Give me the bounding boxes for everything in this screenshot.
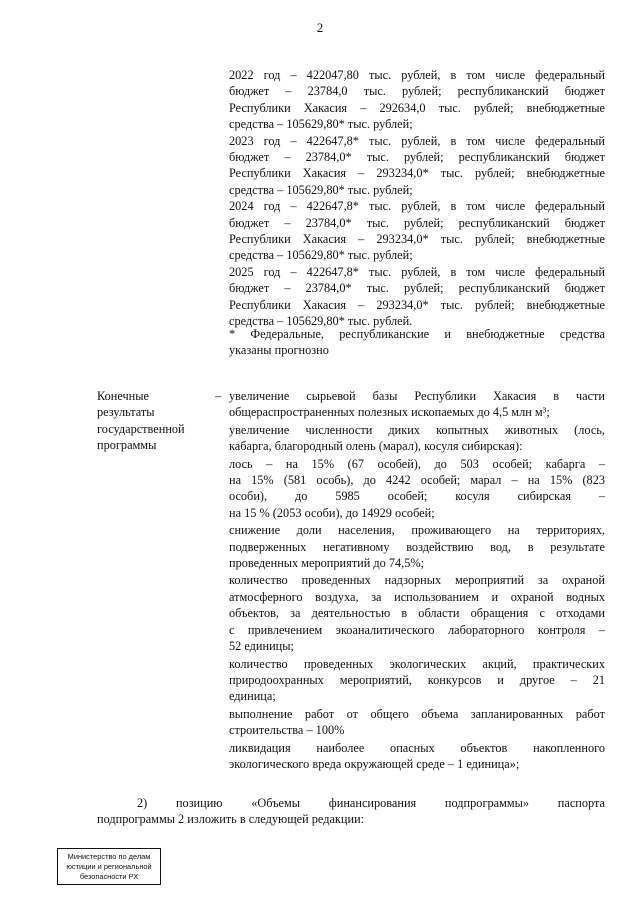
stamp-line: безопасности РХ	[79, 872, 139, 881]
result-item	[229, 522, 605, 571]
results-label	[97, 388, 222, 454]
results-label-line: Конечные	[97, 389, 149, 403]
result-item	[229, 740, 605, 773]
result-line: атмосферного воздуха, за использованием и охраной водных	[229, 589, 605, 604]
result-line: особи), до 5985 особей; косуля сибирская –	[229, 489, 605, 504]
stamp-line: юстиции и региональной	[66, 862, 152, 871]
financing-line: бюджет – 23784,0* тыс. рублей; республиканский бюджет	[229, 150, 605, 165]
forecast-note	[229, 326, 605, 359]
closing-paragraph	[97, 795, 605, 828]
page-number: 2	[316, 20, 324, 35]
result-line: 52 единицы;	[229, 639, 294, 654]
financing-line: Республики Хакасия – 293234,0* тыс. рублей; внебюджетные	[229, 232, 605, 247]
result-line: кабарга, благородный олень (марал), косуля сибирская):	[229, 439, 523, 454]
result-line: на 15 % (2053 особи), до 14929 особей;	[229, 505, 435, 520]
result-line: экологического вреда окружающей среде – 1 единица»;	[229, 756, 520, 771]
result-item	[229, 656, 605, 705]
financing-line: средства – 105629,80* тыс. рублей;	[229, 182, 413, 197]
result-line: увеличение сырьевой базы Республики Хакасия в части	[229, 389, 605, 403]
result-item	[229, 706, 605, 739]
result-line: количество проведенных надзорных мероприятий за охраной	[229, 573, 605, 588]
result-line: увеличение численности диких копытных животных (лось,	[229, 422, 605, 437]
result-line: с привлечением экоаналитического лабораторного контроля –	[229, 622, 605, 637]
financing-line: бюджет – 23784,0* тыс. рублей; республиканский бюджет	[229, 281, 605, 296]
results-label-line: государственной	[97, 421, 185, 436]
financing-line: бюджет – 23784,0* тыс. рублей; республиканский бюджет	[229, 215, 605, 230]
closing-line: 2) позицию «Объемы финансирования подпрограммы» паспорта	[137, 796, 605, 810]
result-item	[229, 572, 605, 654]
financing-line: средства – 105629,80* тыс. рублей;	[229, 117, 413, 132]
forecast-note-line: указаны прогнозно	[229, 343, 329, 358]
financing-line: средства – 105629,80* тыс. рублей.	[229, 314, 413, 329]
result-item	[229, 456, 605, 522]
financing-line: средства – 105629,80* тыс. рублей;	[229, 248, 413, 263]
results-list	[229, 388, 605, 772]
result-item	[229, 422, 605, 455]
result-line: количество проведенных экологических акций, практических	[229, 656, 605, 671]
result-line: общераспространенных полезных ископаемых до 4,5 млн м³;	[229, 405, 550, 420]
result-line: подверженных негативному воздействию вод, в результате	[229, 539, 605, 554]
financing-line: 2023 год – 422647,8* тыс. рублей, в том числе федеральный	[229, 133, 605, 148]
financing-line: Республики Хакасия – 292634,0 тыс. рублей; внебюджетные	[229, 100, 605, 115]
result-line: выполнение работ от общего объема запланированных работ	[229, 706, 605, 721]
stamp-line: Министерство по делам	[67, 852, 151, 861]
financing-line: бюджет – 23784,0 тыс. рублей; республиканский бюджет	[229, 84, 605, 99]
forecast-note-line: * Федеральные, республиканские и внебюджетные средства	[229, 327, 605, 341]
result-line: ликвидация наиболее опасных объектов накопленного	[229, 740, 605, 755]
financing-line: Республики Хакасия – 293234,0* тыс. рублей; внебюджетные	[229, 166, 605, 181]
results-label-line: результаты	[97, 405, 155, 420]
closing-line: подпрограммы 2 изложить в следующей редакции:	[97, 812, 365, 827]
result-line: единица;	[229, 689, 276, 704]
financing-line: 2024 год – 422647,8* тыс. рублей, в том числе федеральный	[229, 199, 605, 214]
result-line: природоохранных мероприятий, конкурсов и другое – 21	[229, 672, 605, 687]
result-line: на 15% (581 особь), до 4242 особей; марал – на 15% (823	[229, 473, 605, 488]
result-line: лось – на 15% (67 особей), до 503 особей; кабарга –	[229, 456, 605, 471]
ministry-stamp	[57, 848, 161, 885]
financing-line: 2025 год – 422647,8* тыс. рублей, в том числе федеральный	[229, 264, 605, 279]
result-line: объектов, за деятельностью в области обращения с отходами	[229, 606, 605, 621]
financing-line: 2022 год – 422047,80 тыс. рублей, в том числе федеральный	[229, 68, 605, 82]
financing-line: Республики Хакасия – 293234,0* тыс. рублей; внебюджетные	[229, 297, 605, 312]
result-line: строительства – 100%	[229, 723, 345, 738]
result-line: проведенных мероприятий до 74,5%;	[229, 556, 425, 571]
result-item	[229, 388, 605, 421]
financing-volumes	[229, 67, 605, 330]
results-label-line: программы	[97, 438, 157, 453]
result-line: снижение доли населения, проживающего на территориях,	[229, 523, 605, 538]
results-dash: –	[215, 389, 222, 403]
